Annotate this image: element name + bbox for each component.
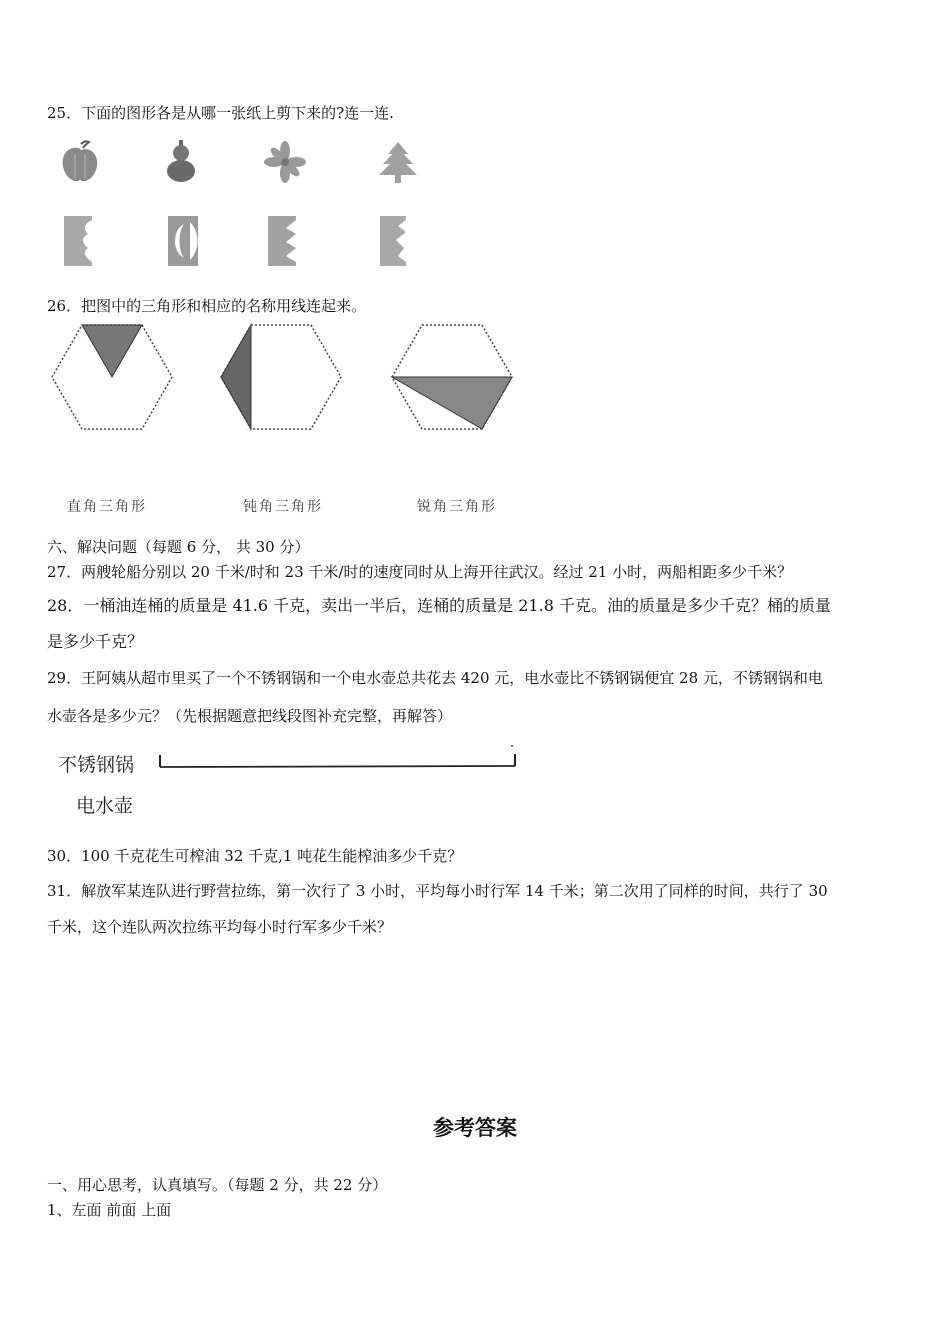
q31-line2: 千米，这个连队两次拉练平均每小时行军多少千米？ <box>47 918 393 936</box>
paper-piece-4-icon <box>380 216 406 266</box>
tree-shape-icon <box>379 142 417 183</box>
section6-heading: 六、解决问题（每题 6 分， 共 30 分） <box>47 538 310 556</box>
hexagon-2-icon <box>221 325 341 429</box>
q26-text: 26．把图中的三角形和相应的名称用线连起来。 <box>47 297 367 315</box>
hexagon-figures <box>50 323 520 433</box>
q28-line2: 是多少千克？ <box>47 632 144 651</box>
cutout-shapes-row <box>55 138 425 188</box>
q29-line2: 水壶各是多少元？（先根据题意把线段图补充完整，再解答） <box>47 707 453 725</box>
triangle-label-obtuse: 钝角三角形 <box>243 499 323 515</box>
flower-shape-icon <box>264 141 306 183</box>
q28-line1: 28．一桶油连桶的质量是 41.6 千克，卖出一半后，连桶的质量是 21.8 千克。油的质量是多少千克？桶的质量 <box>47 596 831 615</box>
paper-piece-3-icon <box>268 216 296 266</box>
segment-label-kettle: 电水壶 <box>76 795 134 817</box>
answers-title: 参考答案 <box>433 1115 517 1140</box>
q29-line1: 29．王阿姨从超市里买了一个不锈钢锅和一个电水壶总共花去 420 元，电水壶比不锈钢锅便宜 28 元，不锈钢锅和电 <box>47 669 823 687</box>
apple-shape-icon <box>63 141 98 181</box>
q25-text: 25．下面的图形各是从哪一张纸上剪下来的?连一连. <box>47 104 394 122</box>
gourd-shape-icon <box>167 140 195 182</box>
segment-line-diagram <box>155 742 525 772</box>
paper-piece-2-icon <box>168 216 198 266</box>
q31-line1: 31．解放军某连队进行野营拉练，第一次行了 3 小时，平均每小时行军 14 千米；第二次用了同样的时间，共行了 30 <box>47 882 828 900</box>
paper-piece-1-icon <box>64 216 92 266</box>
triangle-label-acute: 锐角三角形 <box>417 499 497 515</box>
hexagon-1-icon <box>52 325 172 429</box>
q27-text: 27．两艘轮船分别以 20 千米/时和 23 千米/时的速度同时从上海开往武汉。经过 21 小时，两船相距多少千米？ <box>47 563 793 581</box>
segment-label-pot: 不锈钢锅 <box>58 754 135 776</box>
hexagon-3-icon <box>392 325 512 429</box>
q30-text: 30．100 千克花生可榨油 32 千克,1 吨花生能榨油多少千克？ <box>47 847 463 865</box>
paper-pieces-row <box>60 212 420 270</box>
answer-1: 1、左面 前面 上面 <box>47 1201 172 1219</box>
answers-section1: 一、用心思考，认真填写。（每题 2 分，共 22 分） <box>47 1176 388 1194</box>
triangle-label-right: 直角三角形 <box>67 499 147 515</box>
